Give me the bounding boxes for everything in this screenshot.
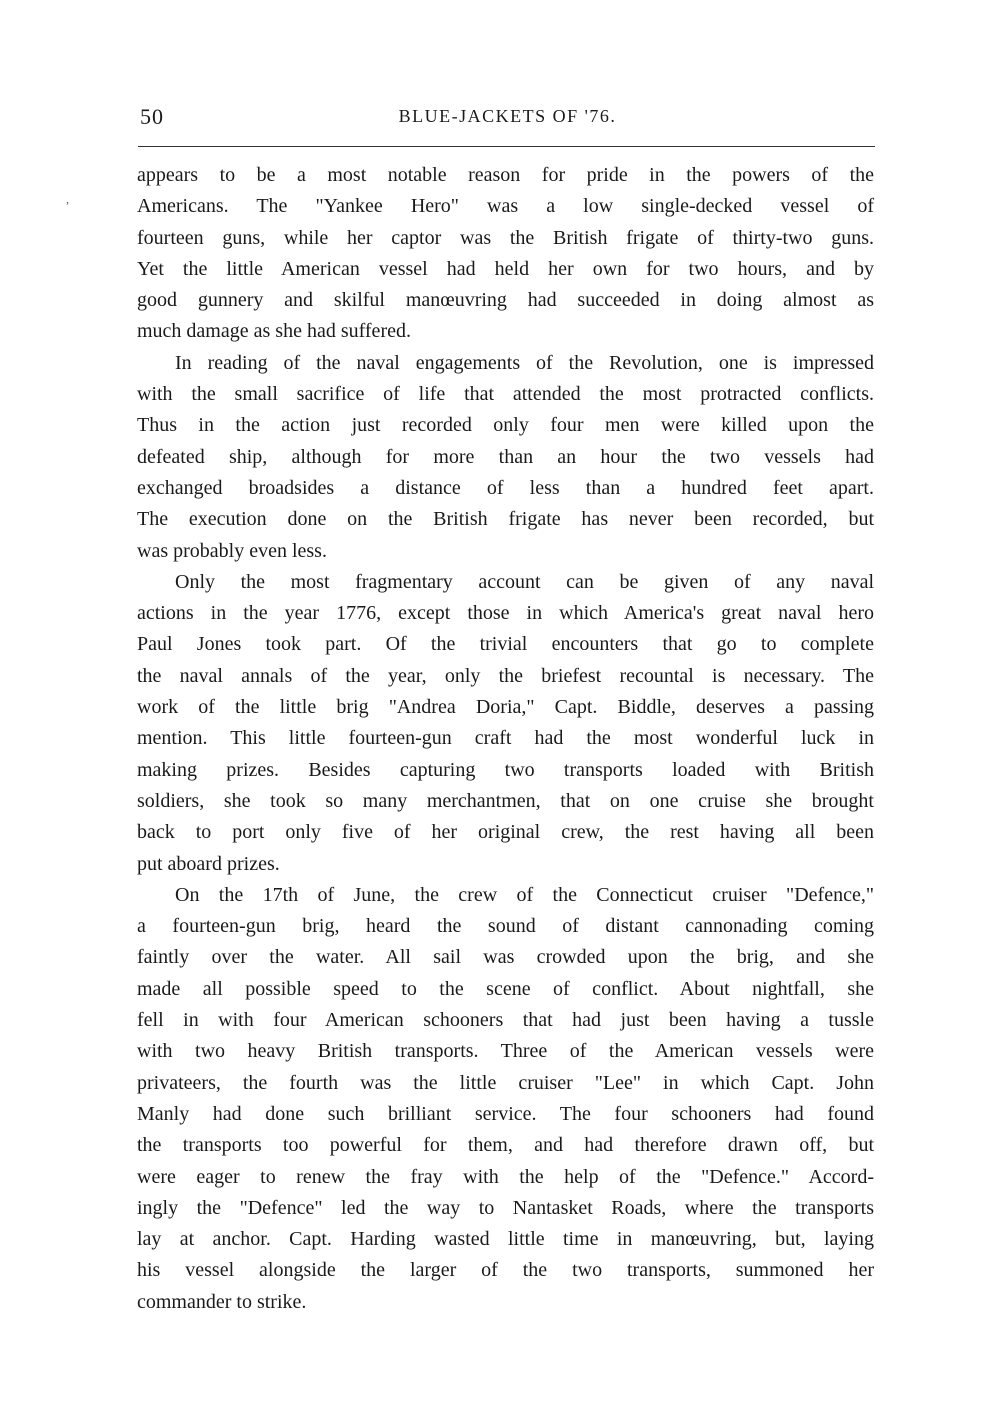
- text-line: faintly over the water. All sail was crowded upon the brig, and she: [137, 946, 874, 969]
- text-line: privateers, the fourth was the little cruiser "Lee" in which Capt. John: [137, 1071, 874, 1094]
- text-line: lay at anchor. Capt. Harding wasted little time in manœuvring, but, laying: [137, 1228, 874, 1251]
- text-line: put aboard prizes.: [137, 852, 280, 875]
- text-line: was probably even less.: [137, 539, 327, 562]
- paragraph: [137, 567, 874, 880]
- text-line: ingly the "Defence" led the way to Nantasket Roads, where the transports: [137, 1196, 874, 1219]
- text-line: the transports too powerful for them, and had therefore drawn off, but: [137, 1134, 874, 1157]
- stray-mark: ,: [66, 192, 69, 206]
- text-line: Thus in the action just recorded only four men were killed upon the: [137, 414, 874, 437]
- text-line: made all possible speed to the scene of conflict. About nightfall, she: [137, 977, 874, 1000]
- page-header: [140, 104, 875, 134]
- text-line: Americans. The "Yankee Hero" was a low single-decked vessel of: [137, 195, 874, 218]
- text-line: making prizes. Besides capturing two transports loaded with British: [137, 758, 874, 781]
- text-line: Yet the little American vessel had held her own for two hours, and by: [137, 257, 874, 280]
- text-line: Paul Jones took part. Of the trivial encounters that go to complete: [137, 633, 874, 656]
- paragraph: [137, 160, 874, 348]
- text-line: a fourteen-gun brig, heard the sound of distant cannonading coming: [137, 915, 874, 938]
- text-line: with the small sacrifice of life that attended the most protracted conflicts.: [137, 383, 874, 406]
- text-line: were eager to renew the fray with the help of the "Defence." Accord-: [137, 1165, 874, 1188]
- text-line: Only the most fragmentary account can be given of any naval: [175, 570, 874, 593]
- text-line: back to port only five of her original crew, the rest having all been: [137, 821, 874, 844]
- text-line: much damage as she had suffered.: [137, 320, 411, 343]
- page-number: 50: [140, 104, 164, 129]
- running-head: BLUE-JACKETS OF '76.: [398, 106, 617, 126]
- text-line: exchanged broadsides a distance of less than a hundred feet apart.: [137, 476, 874, 499]
- text-line: actions in the year 1776, except those in which America's great naval hero: [137, 602, 874, 625]
- text-line: In reading of the naval engagements of the Revolution, one is impressed: [175, 351, 874, 374]
- text-line: his vessel alongside the larger of the two transports, summoned her: [137, 1259, 874, 1282]
- text-line: with two heavy British transports. Three of the American vessels were: [137, 1040, 874, 1063]
- text-line: appears to be a most notable reason for pride in the powers of the: [137, 164, 874, 186]
- text-line: fourteen guns, while her captor was the British frigate of thirty-two guns.: [137, 226, 874, 249]
- paragraph: [137, 348, 874, 567]
- text-line: defeated ship, although for more than an hour the two vessels had: [137, 445, 874, 468]
- body-text: [137, 160, 874, 1318]
- text-line: commander to strike.: [137, 1290, 307, 1313]
- text-line: On the 17th of June, the crew of the Connecticut cruiser "Defence,": [175, 883, 874, 906]
- text-line: The execution done on the British frigate has never been recorded, but: [137, 508, 874, 531]
- header-rule: [138, 146, 875, 147]
- paragraph: [137, 880, 874, 1318]
- text-line: mention. This little fourteen-gun craft had the most wonderful luck in: [137, 727, 874, 750]
- text-line: the naval annals of the year, only the briefest recountal is necessary. The: [137, 664, 874, 687]
- text-line: work of the little brig "Andrea Doria," Capt. Biddle, deserves a passing: [137, 696, 874, 719]
- text-line: soldiers, she took so many merchantmen, that on one cruise she brought: [137, 789, 874, 812]
- text-line: Manly had done such brilliant service. The four schooners had found: [137, 1102, 874, 1125]
- text-line: good gunnery and skilful manœuvring had succeeded in doing almost as: [137, 289, 874, 312]
- text-line: fell in with four American schooners that had just been having a tussle: [137, 1009, 874, 1032]
